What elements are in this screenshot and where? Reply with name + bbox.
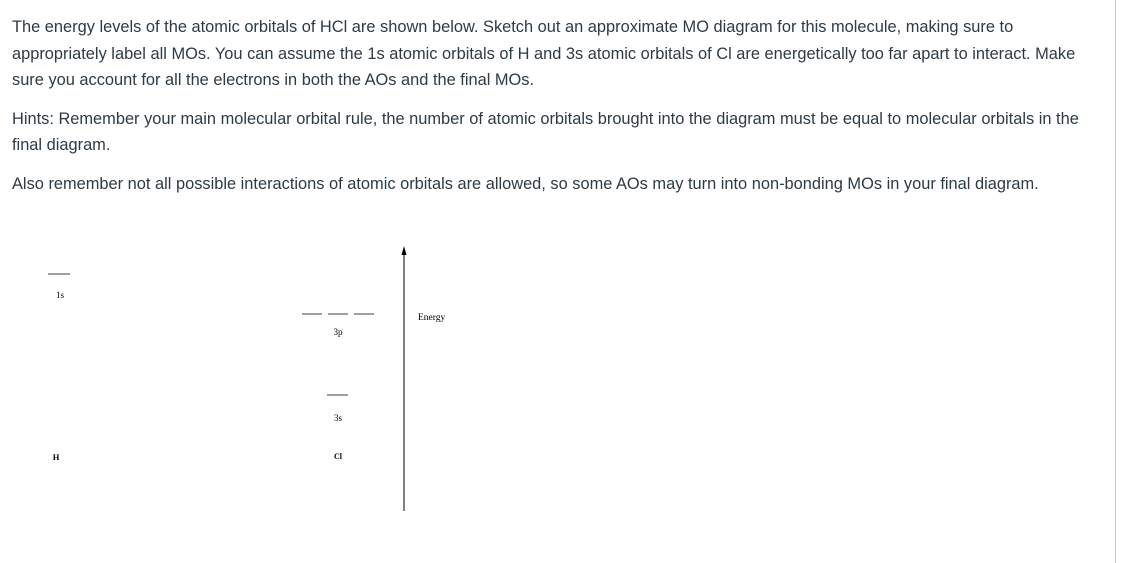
cl-3p-label: 3p [333, 327, 343, 337]
question-paragraph-3: Also remember not all possible interactions of atomic orbitals are allowed, so some AOs may turn into non-bonding MOs in your final diagram. [12, 174, 1039, 193]
h-1s-label: 1s [55, 290, 65, 300]
energy-axis-arrowhead-icon [402, 246, 407, 255]
question-paragraph-hints: Hints: Remember your main molecular orbital rule, the number of atomic orbitals brought into the diagram must be equal to molecular orbitals in the final diagram. [12, 109, 1079, 154]
h-atom-label: H [52, 452, 60, 462]
cl-atom-label: Cl [334, 452, 342, 461]
question-paragraph-1: The energy levels of the atomic orbitals of HCl are shown below. Sketch out an approximate MO diagram for this molecule, making sure to appropriately label all MOs. You can assume the 1s atomic orbitals of H and 3s atomic orbitals of Cl are energetically too far apart to interact. Make sure you account for all the electrons in both the AOs and the final MOs. [12, 18, 1076, 89]
energy-axis-label: Energy [418, 313, 446, 323]
cl-3s-label: 3s [333, 413, 343, 423]
